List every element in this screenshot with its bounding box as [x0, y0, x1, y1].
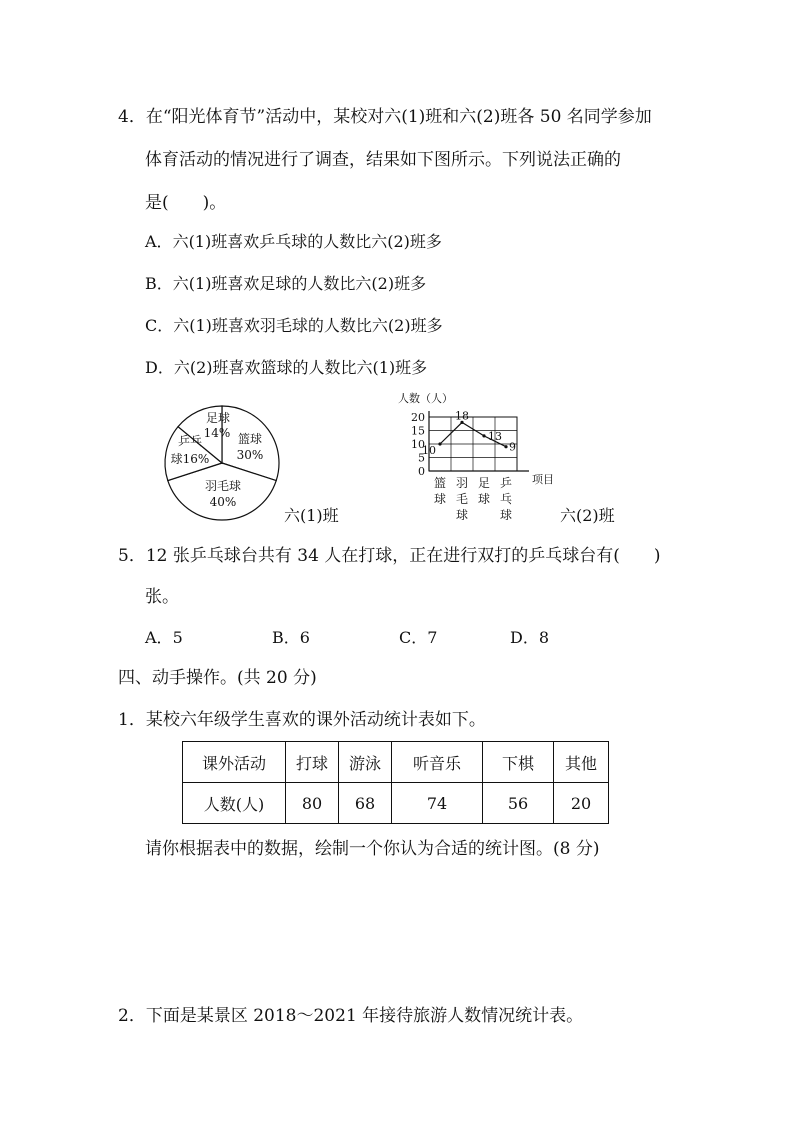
- table-row: [183, 742, 609, 783]
- line-xlabel: 项目: [532, 473, 554, 486]
- line-xcat-label: 篮: [433, 476, 447, 490]
- pie-label-pingpang-2: 球16%: [170, 452, 210, 466]
- q5-option-b[interactable]: B．6: [272, 628, 310, 647]
- line-xcat-label: 乒: [499, 476, 513, 490]
- pie-value-zuqiu: 14%: [203, 426, 231, 440]
- q4-stem-line3: 是( )。: [145, 193, 227, 213]
- table-cell: 80: [286, 783, 339, 824]
- q4-option-a[interactable]: A．六(1)班喜欢乒乓球的人数比六(2)班多: [145, 232, 442, 251]
- line-xcat-label: 球: [455, 508, 469, 522]
- table-cell: 下棋: [483, 742, 554, 783]
- s4q2-number: 2．: [118, 1006, 146, 1026]
- line-ylabel: 人数（人）: [398, 392, 453, 405]
- line-caption: 六(2)班: [560, 506, 615, 525]
- line-data-label: 9: [509, 440, 516, 454]
- table-cell: 其他: [554, 742, 609, 783]
- line-xcat-label: 球: [477, 492, 491, 506]
- q5-stem-line1: 5．12 张乒乓球台共有 34 人在打球，正在进行双打的乒乓球台有( ): [118, 546, 661, 566]
- s4q1-stem: 1．某校六年级学生喜欢的课外活动统计表如下。: [118, 710, 486, 730]
- q4-stem-line2: 体育活动的情况进行了调查，结果如下图所示。下列说法正确的: [145, 150, 621, 170]
- q5-number: 5．: [118, 546, 146, 566]
- q4-number: 4．: [118, 107, 146, 127]
- table-cell: 56: [483, 783, 554, 824]
- s4q2-stem: 2．下面是某景区 2018～2021 年接待旅游人数情况统计表。: [118, 1006, 584, 1026]
- q5-stem-line2: 张。: [145, 587, 179, 607]
- line-point: [504, 445, 507, 448]
- pie-label-zuqiu: 足球: [205, 411, 231, 425]
- q4-option-c[interactable]: C．六(1)班喜欢羽毛球的人数比六(2)班多: [145, 316, 443, 335]
- line-data-label: 13: [488, 429, 502, 443]
- pie-value-yumaoqiu: 40%: [209, 495, 237, 509]
- line-xcat-label: 足: [477, 476, 491, 490]
- q5-option-d[interactable]: D．8: [510, 628, 550, 647]
- table-cell: 74: [392, 783, 483, 824]
- line-xcat-label: 羽: [455, 476, 469, 490]
- line-point: [482, 434, 485, 437]
- line-xcat-label: 球: [499, 508, 513, 522]
- table-cell: 20: [554, 783, 609, 824]
- table-cell: 人数(人): [183, 783, 286, 824]
- table-cell: 听音乐: [392, 742, 483, 783]
- pie-label-pingpang-1: 乒乓: [177, 434, 203, 448]
- pie-caption: 六(1)班: [284, 506, 339, 525]
- pie-label-lanqiu: 篮球: [237, 432, 263, 446]
- line-point: [438, 442, 441, 445]
- table-row: [183, 783, 609, 824]
- line-data-label: 18: [455, 409, 469, 423]
- line-ytick-label: 5: [418, 451, 425, 465]
- q4-option-d[interactable]: D．六(2)班喜欢篮球的人数比六(1)班多: [145, 358, 428, 377]
- table-cell: 游泳: [339, 742, 392, 783]
- line-xcat-label: 乓: [499, 492, 513, 506]
- line-ytick-label: 10: [411, 438, 425, 451]
- line-ytick-label: 15: [411, 424, 425, 438]
- section-title: 四、动手操作。(共 20 分): [118, 668, 317, 688]
- line-ytick-label: 20: [411, 411, 425, 424]
- s4q1-number: 1．: [118, 710, 146, 730]
- line-data-label: 10: [422, 444, 436, 457]
- line-xcat-label: 球: [433, 492, 447, 506]
- q4-option-b[interactable]: B．六(1)班喜欢足球的人数比六(2)班多: [145, 274, 427, 293]
- s4q1-instruction: 请你根据表中的数据，绘制一个你认为合适的统计图。(8 分): [145, 839, 600, 859]
- activity-stat-table: [182, 741, 609, 824]
- line-xcat-label: 毛: [455, 492, 469, 506]
- table-cell: 课外活动: [183, 742, 286, 783]
- pie-value-lanqiu: 30%: [236, 448, 264, 462]
- q4-stem-line1: 4．在“阳光体育节”活动中，某校对六(1)班和六(2)班各 50 名同学参加: [118, 107, 652, 127]
- q5-option-a[interactable]: A．5: [145, 628, 183, 647]
- pie-label-yumaoqiu: 羽毛球: [204, 479, 242, 493]
- table-cell: 68: [339, 783, 392, 824]
- line-ytick-label: 0: [418, 465, 425, 478]
- table-cell: 打球: [286, 742, 339, 783]
- q5-option-c[interactable]: C．7: [399, 628, 438, 647]
- line-chart-class2: [380, 386, 580, 522]
